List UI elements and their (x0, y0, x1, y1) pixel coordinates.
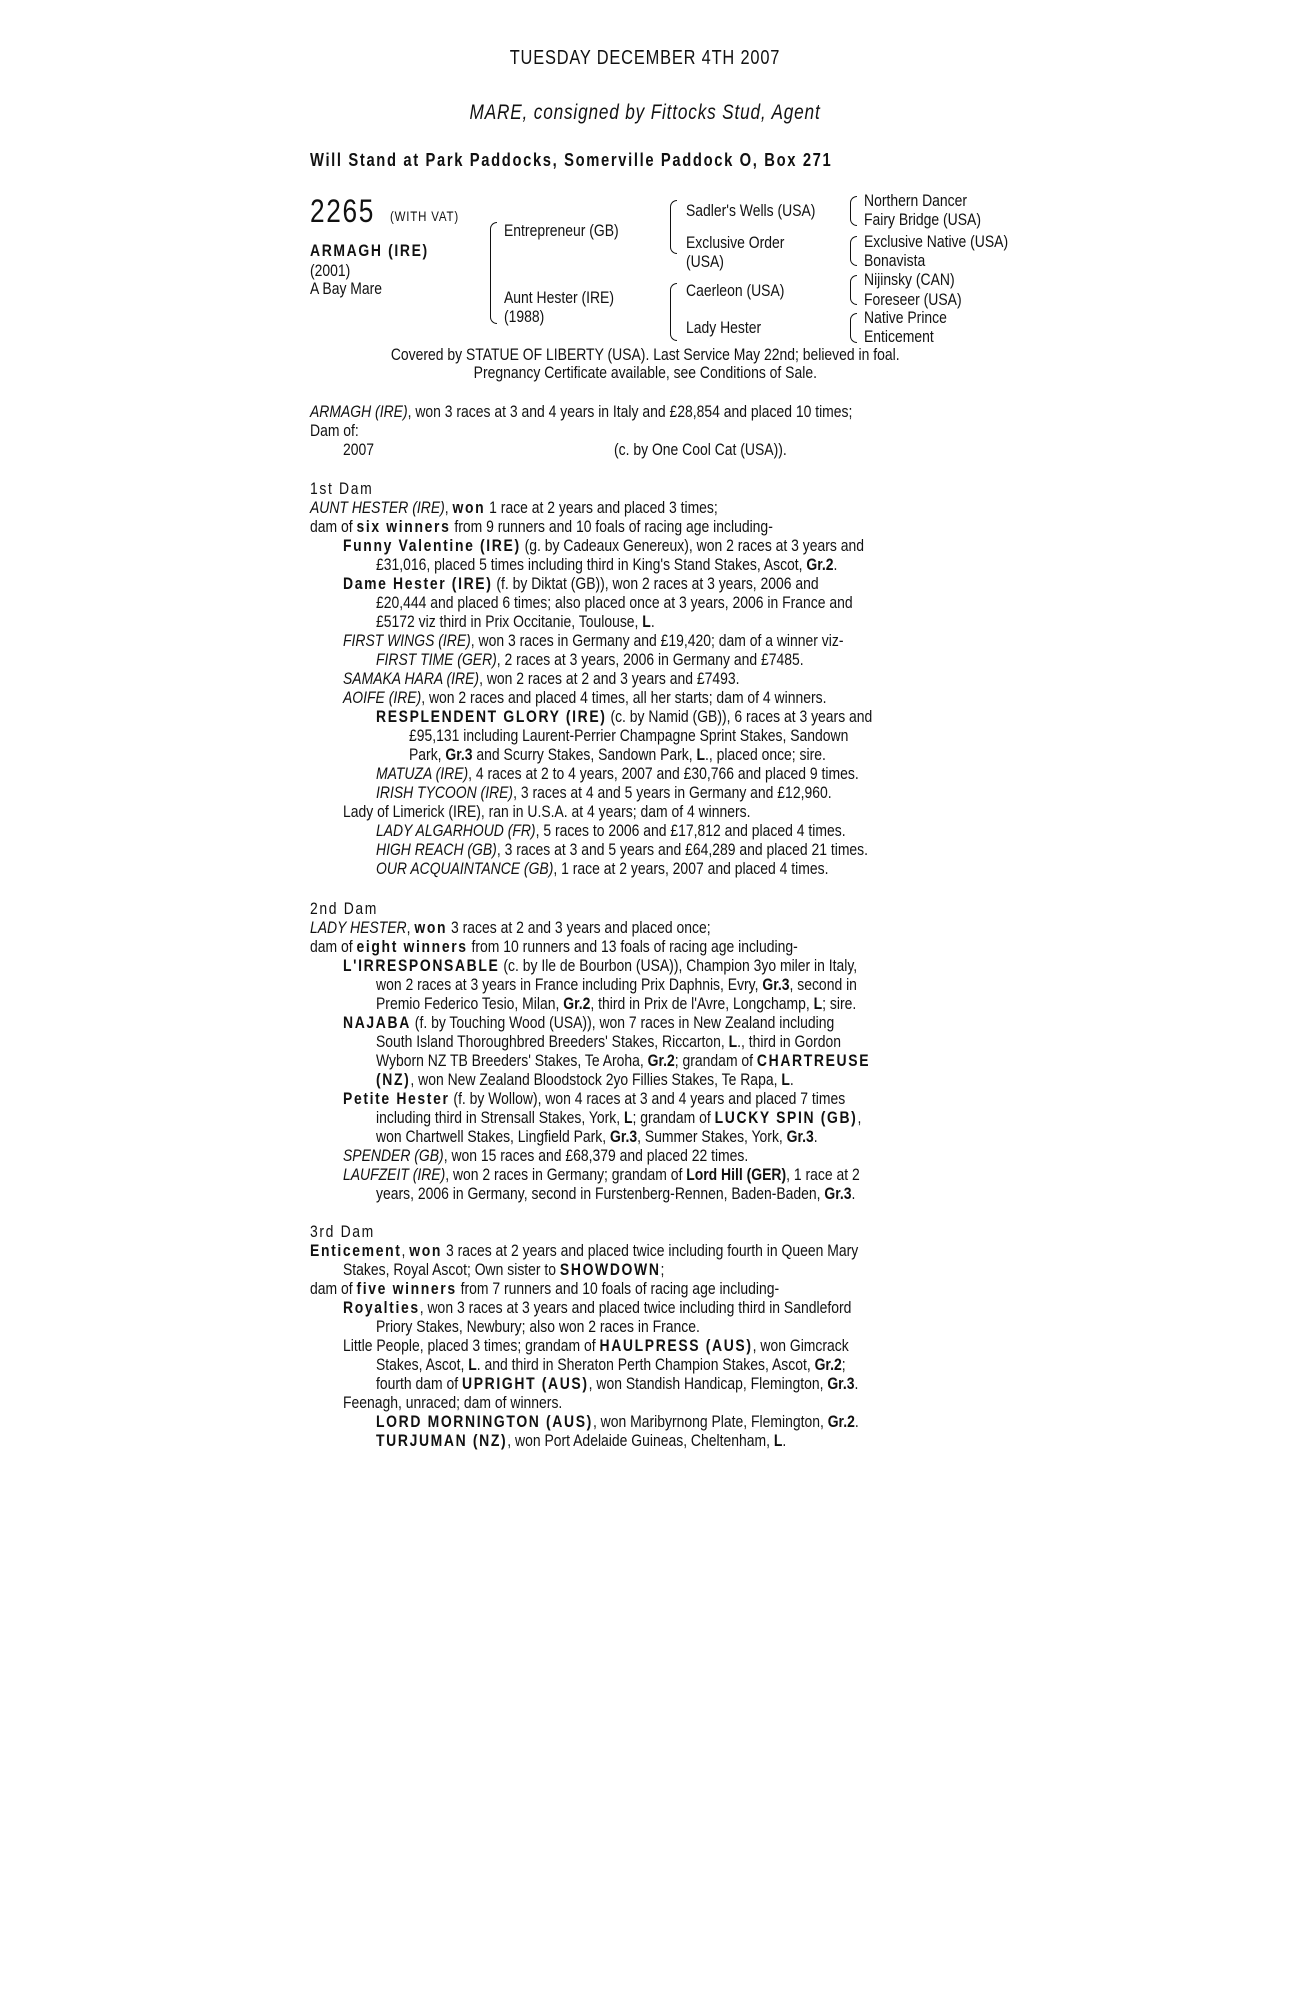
pedigree-text-line (376, 1070, 885, 1089)
text-run: and Scurry Stakes, Sandown Park, (472, 745, 697, 764)
text-run: won Chartwell Stakes, Lingfield Park, (376, 1127, 610, 1146)
styled-run: Funny Valentine (IRE) (343, 536, 521, 555)
pedigree-brace (850, 196, 857, 226)
pedigree-dam-sire: Caerleon (USA) (686, 281, 785, 300)
styled-run: won (414, 918, 448, 937)
pedigree-text-line (310, 517, 874, 536)
styled-run: SPENDER (GB) (343, 1146, 444, 1165)
text-run: Park, (409, 745, 446, 764)
styled-run: Dame Hester (IRE) (343, 574, 493, 593)
text-run: £95,131 including Laurent-Perrier Champagne Sprint Stakes, Sandown (409, 726, 849, 745)
pedigree-text-line (310, 918, 799, 937)
pedigree-text-line (376, 593, 957, 612)
pedigree-text-line (343, 574, 923, 593)
text-run: ; (660, 1260, 665, 1279)
pedigree-text-line (343, 688, 933, 707)
pedigree-text-line (343, 631, 953, 650)
pedigree-text-line (343, 1165, 973, 1184)
styled-run: Gr.2 (647, 1051, 675, 1070)
pedigree-text-line (343, 1393, 610, 1412)
styled-run: won (409, 1241, 443, 1260)
styled-run: Gr.2 (827, 1412, 855, 1431)
pedigree-text-line (376, 821, 949, 840)
horse-year: (2001) (310, 261, 351, 280)
text-run: . (851, 1184, 856, 1203)
styled-run: won (452, 498, 486, 517)
text-run: ; (841, 1355, 846, 1374)
pedigree-sire-dam-origin: (USA) (686, 252, 724, 271)
styled-run: five winners (356, 1279, 457, 1298)
text-run: ; grandam of (632, 1108, 715, 1127)
consignor-line: MARE, consigned by Fittocks Stud, Agent (469, 101, 821, 124)
text-run: years, 2006 in Germany, second in Furstenberg-Rennen, Baden-Baden, (376, 1184, 825, 1203)
styled-run: Lord Hill (GER) (686, 1165, 787, 1184)
text-run: , won 3 races in Germany and £19,420; dam of a winner viz- (470, 631, 844, 650)
text-run: (g. by Cadeaux Genereux), won 2 races at 3 years and (520, 536, 865, 555)
pedigree-text-line (343, 536, 978, 555)
text-run: £5172 viz third in Prix Occitanie, Toulouse, (376, 612, 643, 631)
styled-run: Petite Hester (343, 1089, 450, 1108)
text-run: Stakes, Royal Ascot; Own sister to (343, 1260, 560, 1279)
stand-location: Will Stand at Park Paddocks, Somerville Paddock O, Box 271 (310, 150, 833, 170)
pedigree-text-line (310, 937, 905, 956)
pedigree-text-line (343, 669, 826, 688)
pregnancy-note: Pregnancy Certificate available, see Conditions of Sale. (473, 363, 817, 382)
pedigree-text-line (343, 802, 840, 821)
text-run: (c. by Namid (GB)), 6 races at 3 years and (606, 707, 873, 726)
text-run: , won 2 races in Germany; grandam of (445, 1165, 687, 1184)
text-run: from 7 runners and 10 foals of racing age including- (456, 1279, 780, 1298)
pedigree-dam: Aunt Hester (IRE) (504, 288, 615, 307)
text-run: , won Gimcrack (752, 1336, 849, 1355)
text-run: from 10 runners and 13 foals of racing age including- (467, 937, 798, 956)
styled-run: L (696, 745, 706, 764)
styled-run: L (728, 1032, 738, 1051)
pedigree-sire: Entrepreneur (GB) (504, 221, 619, 240)
text-run: , third in Prix de l'Avre, Longchamp, (590, 994, 814, 1013)
pedigree-text-line (343, 956, 970, 975)
text-run: , 1 race at 2 (786, 1165, 860, 1184)
pedigree-brace (850, 236, 857, 266)
styled-run: L'IRRESPONSABLE (343, 956, 500, 975)
text-run: Wyborn NZ TB Breeders' Stakes, Te Aroha, (376, 1051, 648, 1070)
pedigree-text-line (343, 1146, 837, 1165)
produce-year: 2007 (343, 440, 375, 459)
pedigree-text-line (376, 650, 898, 669)
styled-run: FIRST TIME (GER) (376, 650, 497, 669)
text-run: , 1 race at 2 years, 2007 and placed 4 times. (553, 859, 829, 878)
pedigree-text-line (376, 1108, 968, 1127)
styled-run: Royalties (343, 1298, 420, 1317)
styled-run: IRISH TYCOON (IRE) (376, 783, 514, 802)
lot-number-block (310, 193, 389, 230)
text-run: . (650, 612, 655, 631)
text-run: 3 races at 2 years and placed twice including fourth in Queen Mary (442, 1241, 859, 1260)
pedigree-text-line (376, 840, 976, 859)
pedigree-brace (850, 313, 857, 343)
pedigree-text-line (376, 555, 939, 574)
styled-run: LUCKY SPIN (GB) (714, 1108, 858, 1127)
text-run: (f. by Diktat (GB)), won 2 races at 3 years, 2006 and (492, 574, 819, 593)
text-run: 1 race at 2 years and placed 3 times; (485, 498, 718, 517)
pedigree-sss: Northern Dancer (864, 191, 968, 210)
text-run: , (406, 918, 415, 937)
first-dam-heading: 1st Dam (310, 479, 374, 498)
styled-run: L (642, 612, 651, 631)
pedigree-text-line (409, 745, 917, 764)
pedigree-text-line (376, 1317, 771, 1336)
styled-run: Gr.3 (824, 1184, 852, 1203)
sale-date: TUESDAY DECEMBER 4TH 2007 (509, 47, 781, 69)
pedigree-text-line (376, 1412, 965, 1431)
styled-run: LAUFZEIT (IRE) (343, 1165, 446, 1184)
mare-summary: ARMAGH (IRE), won 3 races at 3 and 4 years in Italy and £28,854 and placed 10 times; (310, 402, 853, 421)
horse-description: A Bay Mare (310, 279, 383, 298)
text-run: , won Port Adelaide Guineas, Cheltenham, (507, 1431, 774, 1450)
text-run: . (833, 555, 838, 574)
covered-note: Covered by STATUE OF LIBERTY (USA). Last Service May 22nd; believed in foal. (390, 345, 900, 364)
styled-run: six winners (356, 517, 451, 536)
pedigree-text-line (376, 1127, 915, 1146)
text-run: dam of (310, 937, 357, 956)
pedigree-text-line (376, 707, 981, 726)
styled-run: Gr.2 (563, 994, 591, 1013)
text-run: , 5 races to 2006 and £17,812 and placed 4 times. (535, 821, 846, 840)
text-run: , 3 races at 3 and 5 years and £64,289 and placed 21 times. (496, 840, 869, 859)
styled-run: Gr.2 (814, 1355, 842, 1374)
pedigree-text-line (376, 612, 716, 631)
text-run: Little People, placed 3 times; grandam of (343, 1336, 600, 1355)
styled-run: Gr.3 (445, 745, 473, 764)
pedigree-text-line (310, 1279, 882, 1298)
pedigree-dds: Native Prince (864, 308, 947, 327)
styled-run: Gr.3 (609, 1127, 638, 1146)
styled-run: HIGH REACH (GB) (376, 840, 497, 859)
horse-name: ARMAGH (IRE) (310, 241, 429, 260)
pedigree-dsd: Foreseer (USA) (864, 290, 962, 309)
text-run: . (854, 1374, 859, 1393)
text-run: , (401, 1241, 410, 1260)
styled-run: Gr.3 (827, 1374, 855, 1393)
text-run: (f. by Touching Wood (USA)), won 7 races in New Zealand including (410, 1013, 835, 1032)
pedigree-dss: Nijinsky (CAN) (864, 270, 955, 289)
styled-run: NAJABA (343, 1013, 411, 1032)
text-run: (f. by Wollow), won 4 races at 3 and 4 years and placed 7 times (449, 1089, 846, 1108)
text-run: ., placed once; sire. (705, 745, 826, 764)
pedigree-text-line (343, 1260, 735, 1279)
text-run: , Summer Stakes, York, (637, 1127, 787, 1146)
styled-run: Enticement (310, 1241, 402, 1260)
styled-run: Gr.2 (806, 555, 834, 574)
styled-run: LADY ALGARHOUD (FR) (376, 821, 536, 840)
styled-run: HAULPRESS (AUS) (599, 1336, 753, 1355)
styled-run: OUR ACQUAINTANCE (GB) (376, 859, 554, 878)
styled-run: SAMAKA HARA (IRE) (343, 669, 480, 688)
pedigree-text-line (376, 1355, 949, 1374)
styled-run: Gr.3 (762, 975, 790, 994)
pedigree-text-line (343, 1298, 963, 1317)
text-run: . (854, 1412, 859, 1431)
styled-run: L (773, 1431, 783, 1450)
styled-run: L (623, 1108, 633, 1127)
styled-run: LADY HESTER (310, 918, 407, 937)
text-run: from 9 runners and 10 foals of racing age including- (450, 517, 773, 536)
text-run: (c. by Ile de Bourbon (USA)), Champion 3yo miler in Italy, (499, 956, 858, 975)
pedigree-text-line (343, 1089, 955, 1108)
pedigree-text-line (376, 764, 965, 783)
pedigree-text-line (310, 498, 807, 517)
pedigree-brace (850, 275, 857, 305)
pedigree-text-line (409, 726, 945, 745)
text-run: £20,444 and placed 6 times; also placed once at 3 years, 2006 in France and (376, 593, 853, 612)
text-run: , 4 races at 2 to 4 years, 2007 and £30,766 and placed 9 times. (468, 764, 859, 783)
styled-run: SHOWDOWN (559, 1260, 661, 1279)
vat-note: (WITH VAT) (390, 208, 459, 224)
text-run: . (789, 1070, 794, 1089)
text-run: ; sire. (822, 994, 857, 1013)
text-run: Stakes, Ascot, (376, 1355, 469, 1374)
pedigree-sdd: Bonavista (864, 251, 926, 270)
styled-run: AUNT HESTER (IRE) (310, 498, 445, 517)
text-run: . and third in Sheraton Perth Champion Stakes, Ascot, (476, 1355, 815, 1374)
text-run: dam of (310, 517, 357, 536)
third-dam-heading: 3rd Dam (310, 1222, 375, 1241)
text-run: , won Standish Handicap, Flemington, (588, 1374, 828, 1393)
text-run: Premio Federico Tesio, Milan, (376, 994, 564, 1013)
text-run: fourth dam of (376, 1374, 463, 1393)
text-run: dam of (310, 1279, 357, 1298)
text-run: , won Maribyrnong Plate, Flemington, (592, 1412, 828, 1431)
text-run: , won 2 races at 2 and 3 years and £7493. (479, 669, 740, 688)
text-run: won 2 races at 3 years in France including Prix Daphnis, Evry, (376, 975, 763, 994)
styled-run: CHARTREUSE (756, 1051, 871, 1070)
pedigree-dam-dam: Lady Hester (686, 318, 762, 337)
text-run: ; grandam of (674, 1051, 757, 1070)
pedigree-text-line (376, 975, 963, 994)
lot-number: 2265 (310, 193, 375, 229)
text-run: 3 races at 2 and 3 years and placed once; (447, 918, 711, 937)
pedigree-text-line (376, 1032, 943, 1051)
pedigree-text-line (376, 1374, 964, 1393)
styled-run: L (781, 1070, 790, 1089)
text-run: South Island Thoroughbred Breeders' Stakes, Riccarton, (376, 1032, 729, 1051)
styled-run: L (813, 994, 823, 1013)
text-run: . (782, 1431, 787, 1450)
styled-run: TURJUMAN (NZ) (376, 1431, 508, 1450)
styled-run: FIRST WINGS (IRE) (343, 631, 471, 650)
pedigree-sire-sire: Sadler's Wells (USA) (686, 201, 816, 220)
text-run: Priory Stakes, Newbury; also won 2 races in France. (376, 1317, 700, 1336)
pedigree-text-line (376, 1431, 876, 1450)
text-run: Lady of Limerick (IRE), ran in U.S.A. at 4 years; dam of 4 winners. (343, 802, 751, 821)
styled-run: Gr.3 (786, 1127, 814, 1146)
text-run: £31,016, placed 5 times including third in King's Stand Stakes, Ascot, (376, 555, 807, 574)
text-run: , 3 races at 4 and 5 years in Germany and £12,960. (513, 783, 832, 802)
pedigree-ssd: Fairy Bridge (USA) (864, 210, 981, 229)
dam-of-label: Dam of: (310, 421, 359, 440)
text-run: Feenagh, unraced; dam of winners. (343, 1393, 563, 1412)
text-run: , 2 races at 3 years, 2006 in Germany and £7485. (496, 650, 804, 669)
text-run: , (857, 1108, 862, 1127)
pedigree-brace (670, 200, 677, 254)
styled-run: AOIFE (IRE) (343, 688, 422, 707)
styled-run: MATUZA (IRE) (376, 764, 469, 783)
text-run: , won 2 races and placed 4 times, all her starts; dam of 4 winners. (421, 688, 827, 707)
text-run: , (444, 498, 453, 517)
styled-run: (NZ) (376, 1070, 411, 1089)
pedigree-text-line (376, 1051, 979, 1070)
styled-run: eight winners (356, 937, 468, 956)
text-run: including third in Strensall Stakes, York, (376, 1108, 624, 1127)
pedigree-text-line (310, 1241, 979, 1260)
pedigree-brace (490, 222, 497, 324)
pedigree-text-line (343, 1013, 942, 1032)
styled-run: LORD MORNINGTON (AUS) (376, 1412, 593, 1431)
styled-run: L (468, 1355, 477, 1374)
text-run: , won 15 races and £68,379 and placed 22 times. (443, 1146, 749, 1165)
pedigree-sds: Exclusive Native (USA) (864, 232, 1009, 251)
text-run: , won New Zealand Bloodstock 2yo Fillies Stakes, Te Rapa, (410, 1070, 782, 1089)
produce-description: (c. by One Cool Cat (USA)). (614, 440, 787, 459)
pedigree-dam-year: (1988) (504, 307, 545, 326)
pedigree-text-line (376, 859, 928, 878)
text-run: , won 3 races at 3 years and placed twice including third in Sandleford (419, 1298, 852, 1317)
styled-run: RESPLENDENT GLORY (IRE) (376, 707, 607, 726)
pedigree-text-line (343, 1336, 960, 1355)
second-dam-heading: 2nd Dam (310, 899, 379, 918)
pedigree-sire-dam: Exclusive Order (686, 233, 785, 252)
styled-run: UPRIGHT (AUS) (462, 1374, 589, 1393)
pedigree-brace (670, 283, 677, 341)
pedigree-text-line (376, 994, 962, 1013)
text-run: . (813, 1127, 818, 1146)
text-run: ., third in Gordon (737, 1032, 842, 1051)
text-run: , second in (789, 975, 857, 994)
pedigree-text-line (376, 1184, 961, 1203)
pedigree-ddd: Enticement (864, 327, 934, 346)
pedigree-text-line (376, 783, 932, 802)
